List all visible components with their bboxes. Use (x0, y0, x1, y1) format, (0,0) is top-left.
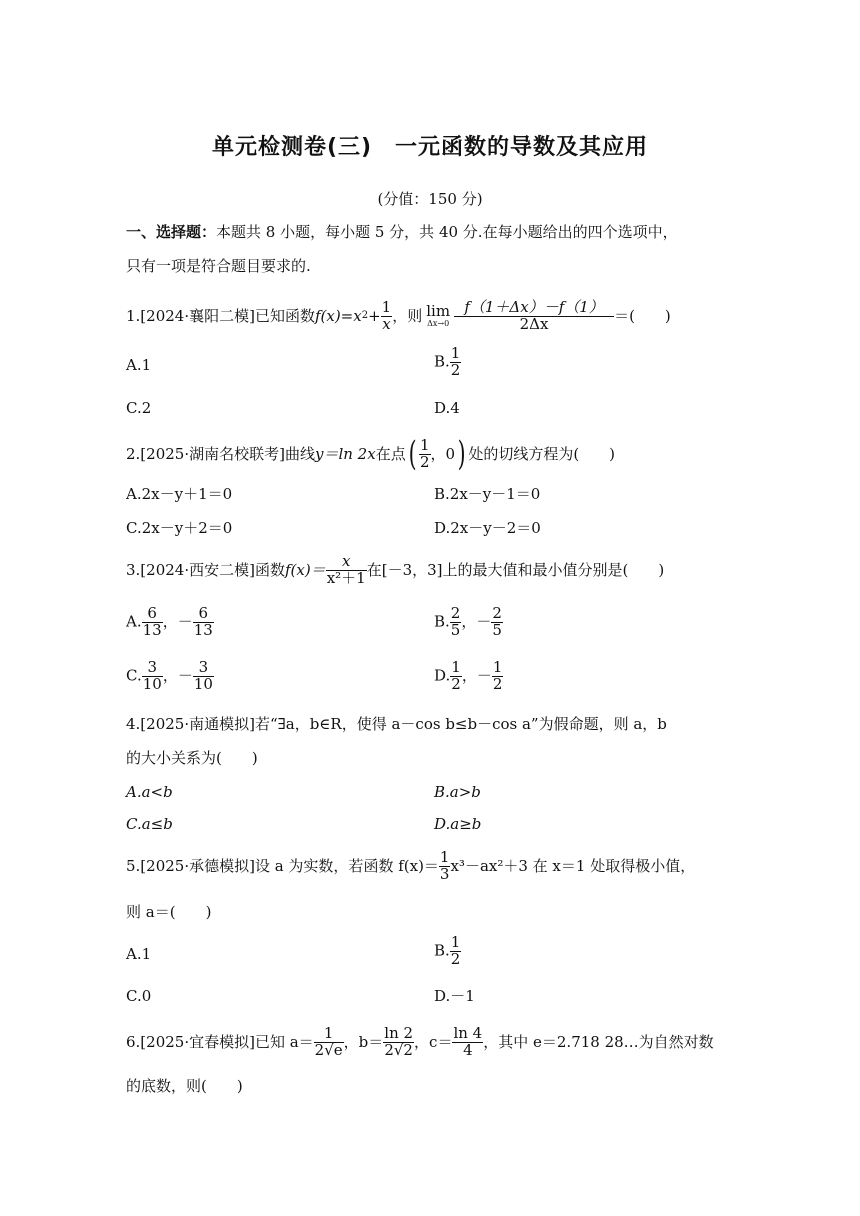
q3-fraction: $\frac{x}{\text{x²＋1}}$ (326, 551, 366, 587)
q4-option-c: C.a≤b (126, 815, 173, 833)
q1-eq: ＝( ) (614, 307, 671, 325)
page-title: 单元检测卷(三) 一元函数的导数及其应用 (211, 135, 649, 160)
q1-option-a: A.1 (126, 356, 152, 374)
q4-line2: 的大小关系为( ) (126, 749, 258, 767)
q2-option-d: D.2x－y－2＝0 (434, 519, 541, 537)
q5-option-b: B. $\frac{1}{2}$ (434, 933, 461, 968)
q2-option-b: B.2x－y－1＝0 (434, 485, 541, 503)
q4-option-a: A.a<b (126, 783, 173, 801)
q4-option-b: B.a>b (434, 783, 481, 801)
q1-fraction: $\frac{1}{x}$ (381, 297, 392, 333)
q1-option-c: C.2 (126, 399, 152, 417)
q5-option-a: A.1 (126, 945, 152, 963)
q4-option-d: D.a≥b (434, 815, 482, 833)
q1-limit-fraction: $\frac{f(1+\Delta x)-f(1)}{2\Delta x}$ (454, 300, 614, 333)
question-3: 3.[2024·西安二模]函数 f(x)＝ $\frac{x}{\text{x²＋1}}$ 在[－3，3]上的最大值和最小值分别是( ) (126, 551, 665, 587)
q3-option-d: D. $\frac{1}{2}$ ，－ $\frac{1}{2}$ (434, 658, 503, 693)
q5-line2: 则 a＝( ) (126, 903, 212, 921)
question-6: 6.[2025·宜春模拟]已知 a＝ $\frac{1}{2√e}$ ，b＝ $\frac{\ln 2}{2√2}$ ，c＝ $\frac{\ln 4}{4}$ ，其中 e＝2.718 28…为自然对数 (126, 1023, 714, 1059)
q2-point-fraction: $\frac{1}{2}$ (419, 435, 430, 471)
q1-limit: lim Δx→0 (426, 301, 451, 328)
q1-option-b: B. $\frac{1}{2}$ (434, 344, 461, 379)
q1-prefix: 1.[2024·襄阳二模]已知函数 (126, 307, 315, 325)
q3-option-b: B. $\frac{2}{5}$ ，－ $\frac{2}{5}$ (434, 604, 502, 639)
q6-b-fraction: $\frac{\ln 2}{2√2}$ (384, 1023, 414, 1059)
q2-option-a: A.2x－y＋1＝0 (126, 485, 233, 503)
q5-fraction: $\frac{1}{3}$ (439, 847, 450, 883)
q1-plus: + (368, 307, 381, 325)
score-subtitle: (分值：150 分) (377, 190, 483, 208)
q5-option-c: C.0 (126, 987, 152, 1005)
q3-option-a: A. $\frac{6}{13}$ ，－ $\frac{6}{13}$ (126, 604, 213, 639)
q1-then: ，则 (392, 307, 423, 325)
q5-option-d: D.－1 (434, 987, 475, 1005)
question-5: 5.[2025·承德模拟]设 a 为实数，若函数 f(x)＝ $\frac{1}{3}$ x³－ax²＋3 在 x＝1 处取得极小值， (126, 847, 696, 883)
q1-fx: f(x)=x (314, 307, 362, 325)
section-header (126, 222, 678, 242)
section-label: 一、选择题： (126, 223, 217, 241)
section-desc-line1: 本题共 8 小题，每小题 5 分，共 40 分.在每小题给出的四个选项中， (216, 223, 678, 241)
question-2: 2.[2025·湖南名校联考]曲线 y＝ln 2x 在点 ( $\frac{1}{2}$ ，0 ) 处的切线方程为( ) (126, 434, 616, 474)
question-1: 1.[2024·襄阳二模]已知函数 f(x)=x 2 + $\frac{1}{x}$ ，则 lim Δx→0 $\frac{f(1+\Delta x)-f(1)}{2\Delta x}$ ＝( ) (126, 297, 671, 333)
q6-a-fraction: $\frac{1}{2√e}$ (314, 1023, 343, 1059)
q4-line1: 4.[2025·南通模拟]若“∃a，b∈R，使得 a－cos b≤b－cos a”为假命题，则 a，b (126, 715, 667, 733)
q3-option-c: C. $\frac{3}{10}$ ，－ $\frac{3}{10}$ (126, 658, 213, 693)
q6-c-fraction: $\frac{\ln 4}{4}$ (453, 1023, 483, 1059)
q1-option-d: D.4 (434, 399, 460, 417)
q6-line2: 的底数，则( ) (126, 1077, 243, 1095)
section-desc-line2: 只有一项是符合题目要求的. (126, 257, 311, 275)
q2-option-c: C.2x－y＋2＝0 (126, 519, 233, 537)
